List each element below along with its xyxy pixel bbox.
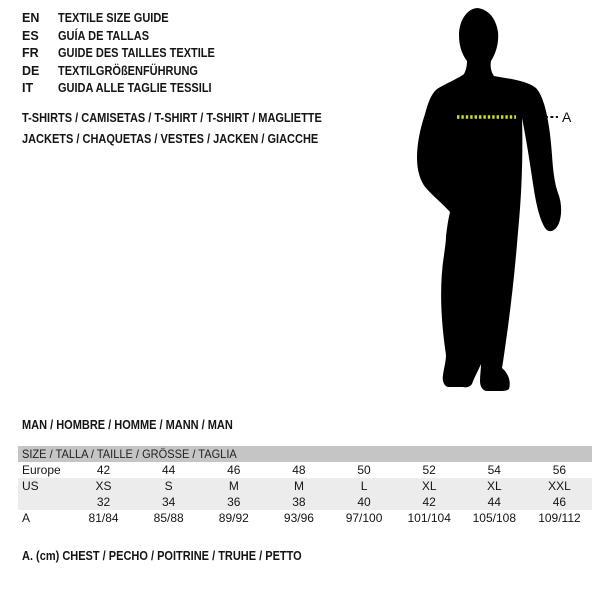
size-table-header-label: SIZE / TALLA / TAILLE / GRÖSSE / TAGLIA (22, 447, 237, 461)
man-silhouette (417, 8, 561, 391)
language-label: GUÍA DE TALLAS (58, 28, 150, 43)
cell: 46 (552, 495, 567, 509)
measure-label-a: A (562, 109, 572, 125)
cell: M (228, 479, 239, 493)
category-tshirts: T-SHIRTS / CAMISETAS / T-SHIRT / T-SHIRT / MAGLIETTE (22, 111, 322, 125)
size-table-header (18, 446, 592, 462)
row-label (18, 494, 71, 510)
category-jackets: JACKETS / CHAQUETAS / VESTES / JACKEN / GIACCHE (22, 132, 319, 146)
row-label: A (22, 511, 31, 525)
cell: 85/88 (153, 511, 184, 525)
cell: XXL (548, 479, 571, 493)
language-code: EN (22, 11, 40, 25)
language-code: FR (22, 46, 39, 60)
cell: 36 (227, 495, 241, 509)
row-label: US (22, 479, 39, 493)
language-label: TEXTILGRÖßENFÜHRUNG (58, 63, 198, 78)
language-code: DE (22, 63, 40, 78)
cell: 38 (292, 495, 306, 509)
table-row-us (18, 478, 592, 494)
language-code: IT (22, 81, 34, 95)
cell: 50 (357, 463, 371, 477)
cell: 34 (162, 495, 176, 509)
cell: 48 (292, 463, 306, 477)
cell: 101/104 (407, 511, 451, 525)
cell: 109/112 (538, 511, 581, 525)
table-row-a-chest (18, 510, 592, 526)
cell: 46 (227, 463, 241, 477)
cell: 44 (162, 463, 176, 477)
cell: 40 (357, 495, 371, 509)
language-code: ES (22, 28, 39, 43)
cell: XL (486, 479, 502, 493)
footnote-chest-measure: A. (cm) CHEST / PECHO / POITRINE / TRUHE / PETTO (22, 549, 302, 563)
cell: 105/108 (472, 511, 516, 525)
cell: S (164, 479, 173, 493)
cell: L (360, 479, 368, 493)
cell: 81/84 (88, 511, 119, 525)
language-label: GUIDA ALLE TAGLIE TESSILI (58, 81, 212, 95)
cell: XL (421, 479, 437, 493)
cell: 89/92 (218, 511, 249, 525)
size-table (18, 446, 592, 526)
cell: M (293, 479, 304, 493)
language-label: GUIDE DES TAILLES TEXTILE (58, 46, 215, 60)
table-row-us-numeric (18, 494, 592, 510)
language-label: TEXTILE SIZE GUIDE (58, 11, 169, 25)
cell: 52 (422, 463, 436, 477)
cell: 54 (487, 463, 501, 477)
cell: 42 (422, 495, 436, 509)
cell: 93/96 (283, 511, 314, 525)
cell: 42 (96, 463, 111, 477)
section-title-man: MAN / HOMBRE / HOMME / MANN / MAN (22, 418, 233, 432)
cell: 32 (96, 495, 111, 509)
cell: XS (95, 479, 112, 493)
table-row-europe (18, 462, 592, 478)
cell: 97/100 (345, 511, 383, 525)
cell: 56 (552, 463, 567, 477)
row-label: Europe (22, 463, 61, 477)
cell: 44 (487, 495, 501, 509)
